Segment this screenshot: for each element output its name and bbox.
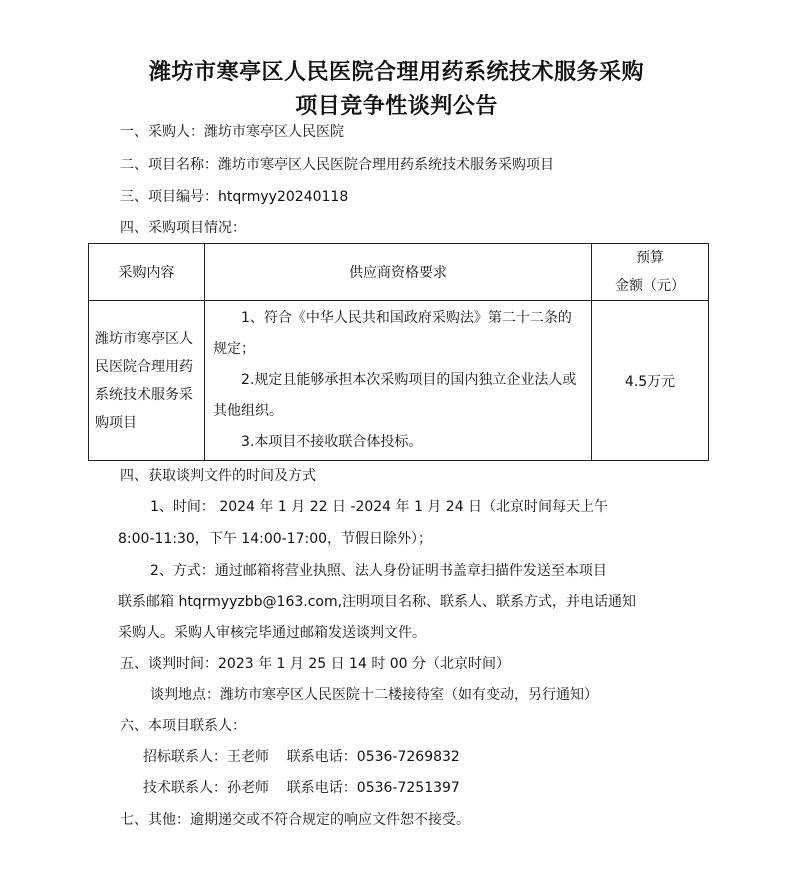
section-negotiation-time: 五、谈判时间：2023 年 1 月 25 日 14 时 00 分（北京时间）: [120, 656, 511, 672]
negotiation-location: 谈判地点：潍坊市寒亭区人民医院十二楼接待室（如有变动，另行通知）: [150, 687, 598, 703]
header-budget: [592, 244, 709, 301]
time-line-1: 1、时间： 2024 年 1 月 22 日 -2024 年 1 月 24 日（北京时间每天上午: [150, 499, 609, 515]
method-line-3: 采购人。采购人审核完毕通过邮箱发送谈判文件。: [118, 625, 426, 641]
header-budget-line1: 预算: [636, 250, 664, 266]
cell-budget: 4.5万元: [592, 301, 709, 461]
title-line-2: 项目竞争性谈判公告: [295, 93, 498, 119]
header-qualification: 供应商资格要求: [205, 244, 592, 301]
cell-qualification: [205, 301, 592, 461]
method-line-1: 2、方式：通过邮箱将营业执照、法人身份证明书盖章扫描件发送至本项目: [150, 563, 607, 579]
section-project-name: 二、项目名称：潍坊市寒亭区人民医院合理用药系统技术服务采购项目: [120, 157, 554, 173]
section-other: 七、其他：逾期递交或不符合规定的响应文件恕不接受。: [120, 812, 470, 828]
table-row: [89, 301, 709, 461]
requirement-3: 3.本项目不接收联合体投标。: [241, 434, 423, 450]
section-document-acquisition: 四、获取谈判文件的时间及方式: [120, 468, 316, 484]
section-project-number: 三、项目编号：htqrmyy20240118: [120, 189, 349, 205]
procurement-table: [88, 243, 709, 461]
section-procurement-info: 四、采购项目情况：: [120, 220, 246, 236]
time-line-2: 8:00-11:30，下午 14:00-17:00，节假日除外）；: [118, 531, 433, 547]
contact-technical: 技术联系人：孙老师 联系电话：0536-7251397: [143, 780, 460, 796]
contact-bidding: 招标联系人：王老师 联系电话：0536-7269832: [143, 749, 460, 765]
title-line-1: 潍坊市寒亭区人民医院合理用药系统技术服务采购: [148, 59, 644, 85]
header-budget-line2: 金额（元）: [615, 278, 685, 294]
section-purchaser: 一、采购人：潍坊市寒亭区人民医院: [120, 124, 344, 140]
section-contacts: 六、本项目联系人：: [120, 718, 246, 734]
requirement-1: 1、符合《中华人民共和国政府采购法》第二十二条的规定；: [213, 310, 572, 357]
cell-content: 潍坊市寒亭区人民医院合理用药系统技术服务采购项目: [89, 301, 205, 461]
header-content: 采购内容: [89, 244, 205, 301]
requirement-2: 2.规定且能够承担本次采购项目的国内独立企业法人或其他组织。: [213, 372, 577, 419]
table-header-row: [89, 244, 709, 301]
method-line-2: 联系邮箱 htqrmyyzbb@163.com,注明项目名称、联系人、联系方式，并电话通知: [118, 594, 637, 610]
